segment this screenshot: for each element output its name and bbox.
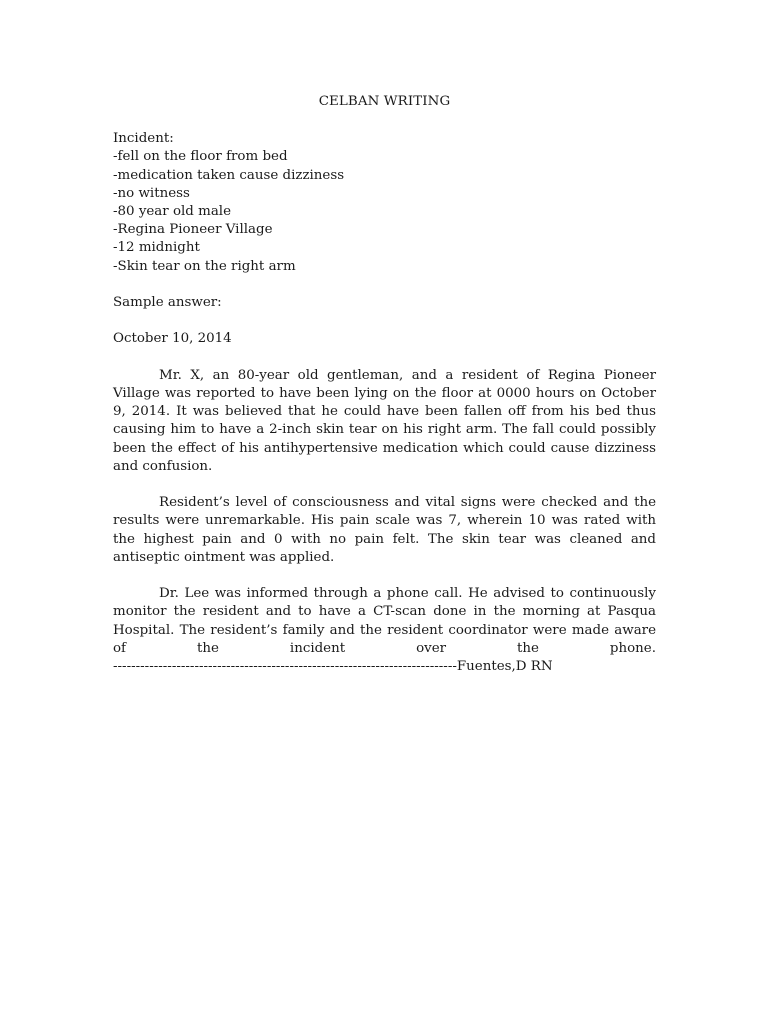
document-body	[113, 93, 656, 676]
incident-item: -80 year old male	[113, 204, 232, 220]
incident-label: Incident:	[113, 131, 174, 147]
paragraph-assessment: Resident’s level of consciousness and vital signs were checked and the results were unremarkable. His pain scale was 7, wherein 10 was rated with the highest pain and 0 with no pain felt. The skin tear was cleaned and antiseptic ointment was applied.	[113, 495, 656, 565]
incident-item: -Skin tear on the right arm	[113, 258, 296, 274]
incident-item: -fell on the floor from bed	[113, 149, 288, 165]
signature-line: ----------------------------------------------------------------------------Fuentes,D RN	[113, 659, 553, 675]
report-date: October 10, 2014	[113, 331, 232, 347]
incident-item: -medication taken cause dizziness	[113, 167, 345, 183]
sample-answer-label: Sample answer:	[113, 295, 222, 311]
incident-list	[113, 148, 656, 275]
paragraph-incident-description: Mr. X, an 80-year old gentleman, and a resident of Regina Pioneer Village was reported to have been lying on the floor at 0000 hours on October 9, 2014. It was believed that he could have been fallen off from his bed thus causing him to have a 2-inch skin tear on his right arm. The fall could possibly been the effect of his antihypertensive medication which could cause dizziness and confusion.	[113, 367, 656, 474]
paragraph-notification: Dr. Lee was informed through a phone call. He advised to continuously monitor the resident and to have a CT-scan done in the morning at Pasqua Hospital. The resident’s family and the resident coordinator were made aware of the incident over the phone.	[113, 586, 656, 656]
incident-item: -Regina Pioneer Village	[113, 222, 273, 238]
incident-item: -no witness	[113, 185, 190, 201]
document-title: CELBAN WRITING	[318, 94, 451, 109]
incident-item: -12 midnight	[113, 240, 200, 256]
